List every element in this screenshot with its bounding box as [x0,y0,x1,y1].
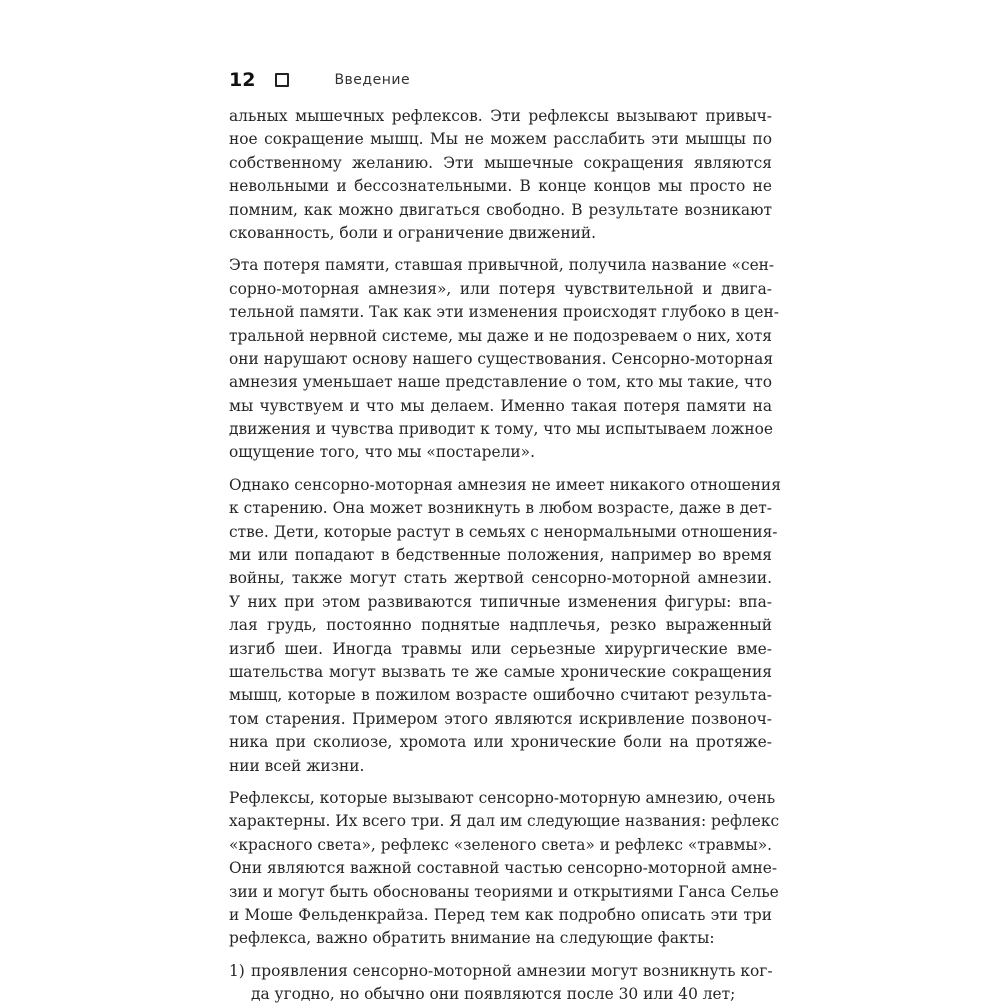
list-item [229,960,772,1006]
text-line: да угодно, но обычно они появляются после 30 или 40 лет; [251,985,736,1004]
text-line: сорно-моторная амнезия», или потеря чувствительной и двига- [229,279,772,298]
text-line: ощущение того, что мы «постарели». [229,443,535,462]
text-line: они нарушают основу нашего существования. Сенсорно-моторная [229,349,774,368]
text-line: У них при этом развиваются типичные изменения фигуры: впа- [229,592,772,611]
text-line: «красного света», рефлекс «зеленого света» и рефлекс «травмы». [229,835,773,854]
text-line: войны, также могут стать жертвой сенсорно-моторной амнезии. [229,569,772,588]
text-line: Они являются важной составной частью сенсорно-моторной амне- [229,859,778,878]
text-line: скованность, боли и ограничение движений. [229,223,597,242]
text-line: Рефлексы, которые вызывают сенсорно-моторную амнезию, очень [229,788,776,807]
text-line: мы чувствуем и что мы делаем. Именно такая потеря памяти на [229,396,772,415]
text-line: изгиб шеи. Иногда травмы или серьезные хирургические вме- [229,639,772,658]
text-line: мышц, которые в пожилом возрасте ошибочно считают результа- [229,686,772,705]
text-line: невольными и бессознательными. В конце концов мы просто не [229,177,772,196]
text-line: Однако сенсорно-моторная амнезия не имеет никакого отношения [229,475,781,494]
paragraph [229,474,781,778]
text-line: проявления сенсорно-моторной амнезии могут возникнуть ког- [251,961,773,980]
page-number: 12 [229,69,256,91]
text-line: том старения. Примером этого являются искривление позвоноч- [229,709,772,728]
list-number: 1) [229,961,245,980]
running-header [229,68,410,92]
paragraph [229,254,779,465]
text-line: амнезия уменьшает наше представление о том, кто мы такие, что [229,373,772,392]
text-line: движения и чувства приводит к тому, что мы испытываем ложное [229,420,773,439]
text-line: помним, как можно двигаться свободно. В результате возникают [229,200,772,219]
text-line: ника при сколиозе, хромота или хронические боли на протяже- [229,733,772,752]
text-line: ное сокращение мышц. Мы не можем расслабить эти мышцы по [229,130,772,149]
page-body [229,105,781,1006]
text-line: к старению. Она может возникнуть в любом возрасте, даже в дет- [229,499,772,518]
text-line: шательства могут вызвать те же самые хронические сокращения [229,662,772,681]
text-line: альных мышечных рефлексов. Эти рефлексы вызывают привыч- [229,107,772,125]
paragraph [229,105,772,245]
text-line: лая грудь, постоянно поднятые надплечья, резко выраженный [229,616,772,635]
text-line: тельной памяти. Так как эти изменения происходят глубоко в цен- [229,303,779,322]
text-line: собственному желанию. Эти мышечные сокращения являются [229,153,772,172]
text-line: зии и могут быть обоснованы теориями и открытиями Ганса Селье [229,882,779,901]
text-line: и Моше Фельденкрайза. Перед тем как подробно описать эти три [229,905,772,924]
section-title: Введение [334,72,411,88]
text-line: ми или попадают в бедственные положения, например во время [229,546,772,565]
square-bullet-icon [275,73,289,87]
text-line: рефлекса, важно обратить внимание на следующие факты: [229,929,715,948]
text-line: Эта потеря памяти, ставшая привычной, получила название «сен- [229,256,775,275]
text-line: стве. Дети, которые растут в семьях с ненормальными отношения- [229,522,778,541]
text-line: нии всей жизни. [229,756,365,775]
paragraph [229,787,780,951]
text-line: тральной нервной системе, мы даже и не подозреваем о них, хотя [229,326,772,345]
text-line: характерны. Их всего три. Я дал им следующие названия: рефлекс [229,812,780,831]
